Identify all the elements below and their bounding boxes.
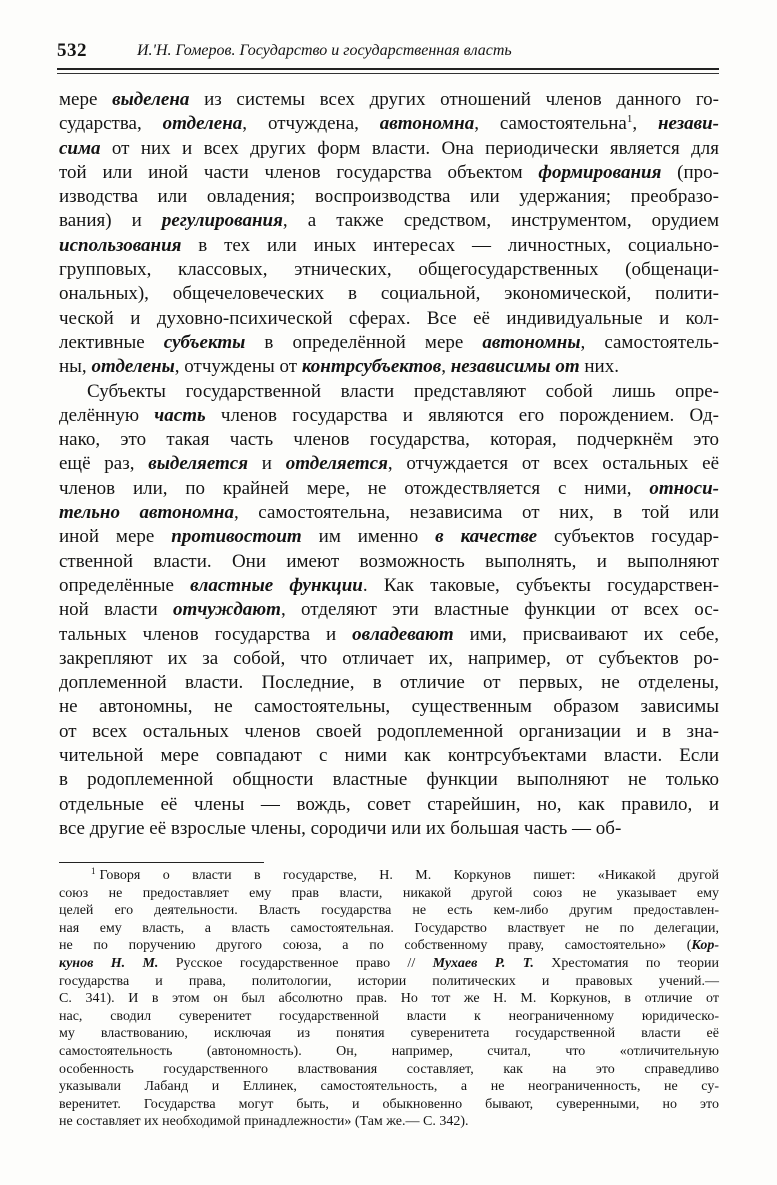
text-run: самостоятельность (автономность). Он, например, считал, что «отличительную xyxy=(59,1043,719,1059)
text-line xyxy=(59,623,719,647)
text-run: из системы всех других отношений членов данного го- xyxy=(189,89,719,110)
emphasis: автономны xyxy=(482,331,581,353)
text-run: не составляет их необходимой принадлежности» (Там же.— С. 342). xyxy=(59,1114,469,1130)
text-run: Говоря о власти в государстве, Н. М. Коркунов пишет: «Никакой другой xyxy=(99,868,719,883)
text-line xyxy=(59,720,719,744)
emphasis: властные функции xyxy=(190,574,363,596)
text-run: не автономны, не самостоятельны, существенным образом зависимы xyxy=(59,696,719,718)
text-run: Субъекты государственной власти представляют собой лишь опре- xyxy=(87,380,719,402)
emphasis: независимы от xyxy=(450,356,580,378)
emphasis: противостоит xyxy=(171,526,302,548)
emphasis: регулирования xyxy=(161,210,283,232)
text-run: чительной мере совпадают с ними как контрсубъектами власти. Если xyxy=(59,745,719,767)
footnote-line xyxy=(59,885,719,903)
footnote-line xyxy=(59,955,719,973)
text-line xyxy=(59,185,719,209)
emphasis: контрсубъектов xyxy=(301,356,442,378)
footnote-line xyxy=(59,990,719,1008)
text-line xyxy=(59,380,719,404)
footnote-line xyxy=(59,1113,719,1131)
text-line xyxy=(59,258,719,282)
emphasis: субъекты xyxy=(163,331,246,353)
emphasis: кунов Н. М. xyxy=(59,955,159,971)
text-line xyxy=(59,307,719,331)
text-run: , отчуждена, xyxy=(242,113,380,135)
text-run: изводства или овладения; воспроизводства или удержания; преобразо- xyxy=(59,186,719,208)
footnote-line xyxy=(59,1078,719,1096)
text-run: субъектов государ- xyxy=(537,526,719,548)
footnote-line xyxy=(59,1061,719,1079)
text-run: не по поручению другого союза, а по собственному праву, самостоятельно» ( xyxy=(59,938,692,954)
page-number: 532 xyxy=(57,40,87,61)
emphasis: выделяется xyxy=(148,453,249,475)
text-run: них. xyxy=(579,356,619,378)
emphasis: автономна xyxy=(379,113,475,135)
emphasis: отделены xyxy=(91,356,175,378)
text-run: целей его деятельности. Власть государства не есть кем-либо другим предоставлен- xyxy=(59,903,719,919)
text-line xyxy=(59,112,719,136)
text-line xyxy=(59,744,719,768)
footnote-line xyxy=(59,1096,719,1114)
text-run: от них и всех других форм власти. Она периодически является для xyxy=(100,137,719,159)
emphasis: использования xyxy=(59,234,182,256)
header-rule-thin xyxy=(57,73,719,74)
text-run: делённую xyxy=(59,404,155,426)
text-run: (про- xyxy=(661,161,719,183)
text-run: , xyxy=(632,113,658,135)
emphasis: сима xyxy=(59,137,101,159)
text-run: ими, присваивают их себе, xyxy=(453,623,719,645)
main-text xyxy=(59,88,719,841)
text-line xyxy=(59,137,719,161)
text-run: му властвованию, исключая из понятия суверенитета государственной власти её xyxy=(59,1026,719,1042)
text-run: Русское государственное право // xyxy=(158,955,433,971)
text-run: в родоплеменной общности властные функции выполняют не только xyxy=(59,769,719,791)
text-run: вания) и xyxy=(59,210,162,232)
emphasis: формирования xyxy=(538,161,662,183)
text-run: той или иной части членов государства объектом xyxy=(59,161,539,183)
text-run: , отчуждается от всех остальных её xyxy=(387,453,720,475)
text-run: нако, это такая часть членов государства, которая, подчеркнём это xyxy=(59,429,719,451)
text-line xyxy=(59,695,719,719)
text-line xyxy=(59,768,719,792)
emphasis: отделяется xyxy=(285,453,388,475)
text-run: закрепляют их за собой, что отличает их, например, от субъектов ро- xyxy=(59,647,719,669)
text-run: в определённой мере xyxy=(245,331,483,353)
text-line xyxy=(59,355,719,379)
text-line xyxy=(59,598,719,622)
footnote-ref: 1 xyxy=(626,113,633,126)
footnote-line xyxy=(59,902,719,920)
text-line xyxy=(59,477,719,501)
text-run: сударства, xyxy=(59,113,163,135)
emphasis: в качестве xyxy=(435,526,538,548)
page-header xyxy=(57,40,719,70)
text-run: указывали Лабанд и Еллинек, самостоятельность, а не неограниченность, не су- xyxy=(59,1079,719,1095)
text-line xyxy=(59,501,719,525)
running-head: И.'Н. Гомеров. Государство и государственная власть xyxy=(137,42,512,59)
text-line xyxy=(59,404,719,428)
text-line xyxy=(59,282,719,306)
text-line xyxy=(59,817,719,841)
text-run: членов государства и являются его порождением. Од- xyxy=(205,404,719,426)
footnote-line xyxy=(59,937,719,955)
text-run: ональных), общечеловеческих в социальной, экономической, полити- xyxy=(59,283,719,305)
text-line xyxy=(59,793,719,817)
text-run: ны, xyxy=(59,356,92,378)
emphasis: выделена xyxy=(112,89,190,110)
text-run: , самостоятельна xyxy=(474,113,627,135)
text-line xyxy=(59,550,719,574)
text-line xyxy=(59,525,719,549)
footnote-marker: 1 xyxy=(91,866,96,876)
text-run: членов или, по крайней мере, не отождествляется с ними, xyxy=(59,477,650,499)
text-run: , xyxy=(441,356,451,378)
text-run: все другие её взрослые члены, сородичи или их большая часть — об- xyxy=(59,817,622,839)
emphasis: относи- xyxy=(649,477,719,499)
footnote-line xyxy=(59,1043,719,1061)
text-run: отдельные её члены — вождь, совет старейшин, но, как правило, и xyxy=(59,793,719,815)
text-run: , а также средством, инструментом, орудием xyxy=(282,210,719,232)
text-run: ещё раз, xyxy=(59,453,149,475)
text-run: определённые xyxy=(59,574,191,596)
text-line xyxy=(59,647,719,671)
text-run: , самостоятельна, независима от них, в той или xyxy=(233,502,719,524)
emphasis: часть xyxy=(154,404,206,426)
text-line xyxy=(59,574,719,598)
emphasis: незави- xyxy=(657,113,719,135)
text-line xyxy=(59,209,719,233)
emphasis: тельно автономна xyxy=(59,502,234,524)
footnote-line xyxy=(59,973,719,991)
text-run: ческой и духовно-психической сферах. Все её индивидуальные и кол- xyxy=(59,307,719,329)
text-run: . Как таковые, субъекты государствен- xyxy=(362,574,719,596)
text-run: групповых, классовых, этнических, общегосударственных (общенаци- xyxy=(59,259,719,281)
text-run: иной мере xyxy=(59,526,172,548)
text-run: , самостоятель- xyxy=(580,331,720,353)
text-run: доплеменной власти. Последние, в отличие от первых, не отделены, xyxy=(59,672,719,694)
text-run: особенность государственного властвования составляет, как на это справедливо xyxy=(59,1061,719,1077)
text-run: и xyxy=(248,453,286,475)
text-line xyxy=(59,161,719,185)
text-line xyxy=(59,671,719,695)
text-line xyxy=(59,331,719,355)
header-rule-thick xyxy=(57,68,719,70)
text-run: от всех остальных членов своей родоплеменной организации и в зна- xyxy=(59,720,719,742)
text-run: С. 341). И в этом он был абсолютно прав. Но тот же Н. М. Коркунов, в отличие от xyxy=(59,991,719,1007)
text-line xyxy=(59,428,719,452)
text-run: Хрестоматия по теории xyxy=(533,955,720,971)
emphasis: Кор- xyxy=(691,938,719,954)
footnote-line xyxy=(59,867,719,885)
emphasis: отделена xyxy=(162,113,243,135)
emphasis: отчуждают xyxy=(173,599,281,621)
text-run: нас, сводил суверенитет государственной власти к неограниченному юридическо- xyxy=(59,1008,719,1024)
text-run: им именно xyxy=(301,526,436,548)
text-run: мере xyxy=(59,89,113,110)
emphasis: овладевают xyxy=(352,623,454,645)
text-line xyxy=(59,234,719,258)
footnote-separator xyxy=(59,862,264,863)
text-run: , отделяют эти властные функции от всех ос- xyxy=(280,599,719,621)
text-run: веренитет. Государства могут быть, и обыкновенно бывают, суверенными, но это xyxy=(59,1096,719,1112)
text-line xyxy=(59,88,719,112)
emphasis: Мухаев Р. Т. xyxy=(432,955,534,971)
footnote-line xyxy=(59,1025,719,1043)
text-run: государства и права, политологии, истории политических и правовых учений.— xyxy=(59,973,719,989)
text-run: ной власти xyxy=(59,599,174,621)
footnote-line xyxy=(59,920,719,938)
text-run: ственной власти. Они имеют возможность выполнять, и выполняют xyxy=(59,550,719,572)
text-run: в тех или иных интересах — личностных, социально- xyxy=(181,234,719,256)
text-run: союз не предоставляет ему прав власти, никакой другой союз не указывает ему xyxy=(59,885,719,901)
footnote-line xyxy=(59,1008,719,1026)
footnote xyxy=(59,867,719,1131)
text-run: ная ему власть, а власть самостоятельная. Государство властвует не по делегации, xyxy=(59,920,719,936)
text-line xyxy=(59,452,719,476)
text-run: , отчуждены от xyxy=(174,356,302,378)
text-run: лективные xyxy=(59,331,164,353)
text-run: тальных членов государства и xyxy=(59,623,353,645)
